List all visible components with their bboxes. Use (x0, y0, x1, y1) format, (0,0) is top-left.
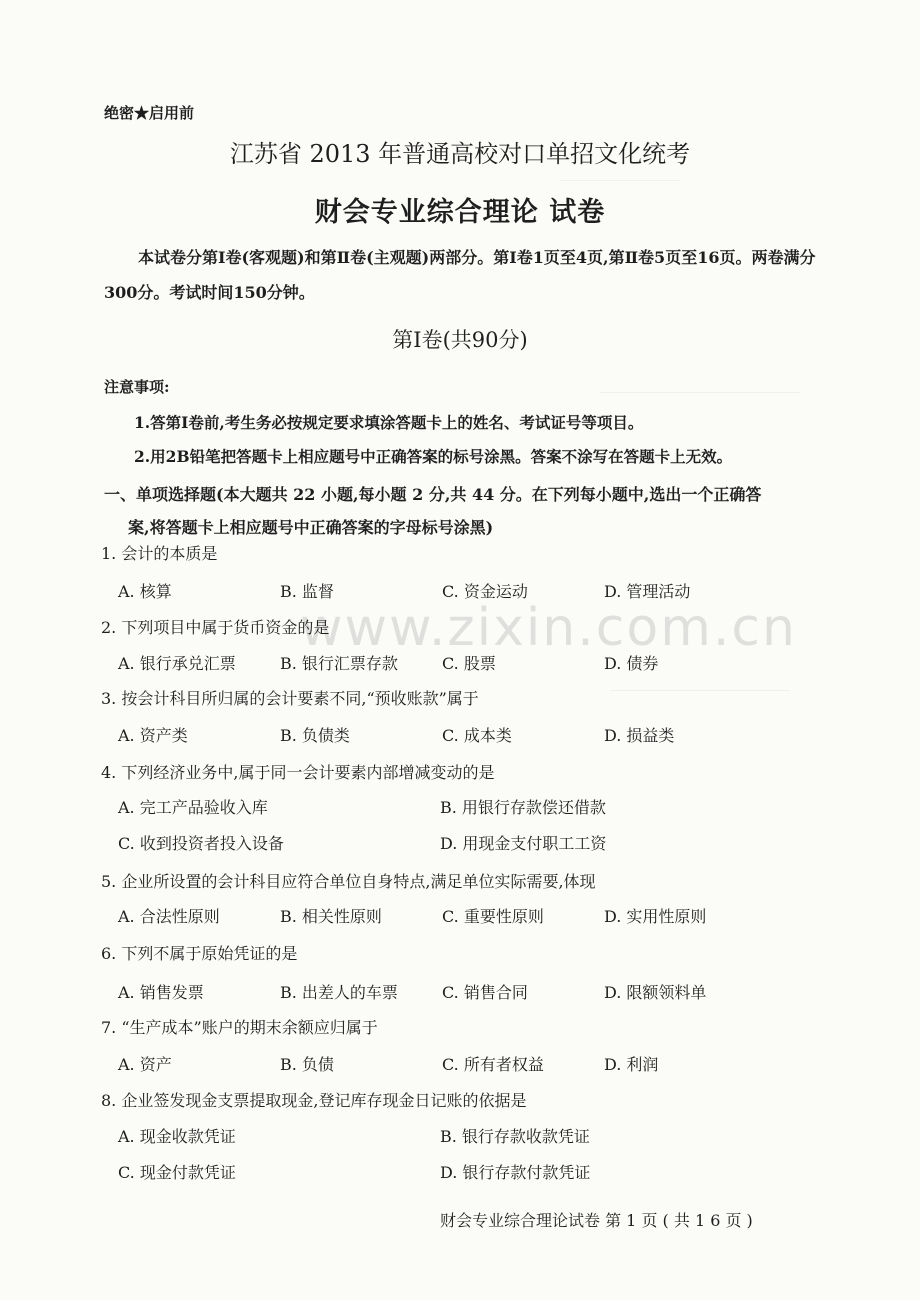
question-4-option-c: C. 收到投资者投入设备 (118, 834, 284, 853)
question-1-stem: 1. 会计的本质是 (101, 544, 218, 563)
section-heading-line-1: 一、单项选择题(本大题共 22 小题,每小题 2 分,共 44 分。在下列每小题中,选出一个正确答 (104, 485, 762, 504)
question-5-option-a: A. 合法性原则 (118, 907, 220, 926)
question-2-option-d: D. 债券 (604, 654, 659, 673)
question-4-option-b: B. 用银行存款偿还借款 (440, 798, 606, 817)
question-4-stem: 4. 下列经济业务中,属于同一会计要素内部增减变动的是 (101, 763, 495, 782)
question-2-option-c: C. 股票 (442, 654, 496, 673)
question-4-option-a: A. 完工产品验收入库 (118, 798, 268, 817)
question-6-option-b: B. 出差人的车票 (280, 983, 398, 1002)
question-8-option-b: B. 银行存款收款凭证 (440, 1127, 590, 1146)
question-3-stem: 3. 按会计科目所归属的会计要素不同,“预收账款”属于 (101, 689, 479, 708)
question-6-option-d: D. 限额领料单 (604, 983, 707, 1002)
question-3-option-a: A. 资产类 (118, 726, 188, 745)
paper-title: 财会专业综合理论 试卷 (314, 197, 606, 228)
page-footer: 财会专业综合理论试卷 第 1 页 ( 共 1 6 页 ) (440, 1211, 753, 1230)
exam-title: 江苏省 2013 年普通高校对口单招文化统考 (229, 140, 691, 168)
question-2-stem: 2. 下列项目中属于货币资金的是 (101, 618, 330, 637)
question-5-option-c: C. 重要性原则 (442, 907, 544, 926)
question-2-option-b: B. 银行汇票存款 (280, 654, 398, 673)
notice-heading: 注意事项: (104, 378, 170, 396)
question-3-option-b: B. 负债类 (280, 726, 350, 745)
notice-item-2: 2.用2B铅笔把答题卡上相应题号中正确答案的标号涂黑。答案不涂写在答题卡上无效。 (134, 447, 733, 466)
question-5-option-b: B. 相关性原则 (280, 907, 382, 926)
question-1-option-c: C. 资金运动 (442, 582, 528, 601)
question-1-option-d: D. 管理活动 (604, 582, 691, 601)
notice-item-1: 1.答第Ⅰ卷前,考生务必按规定要求填涂答题卡上的姓名、考试证号等项目。 (134, 413, 644, 432)
question-1-option-b: B. 监督 (280, 582, 334, 601)
question-6-option-c: C. 销售合同 (442, 983, 528, 1002)
section-heading-line-2: 案,将答题卡上相应题号中正确答案的字母标号涂黑) (128, 518, 494, 537)
question-6-option-a: A. 销售发票 (118, 983, 204, 1002)
question-7-option-c: C. 所有者权益 (442, 1055, 544, 1074)
question-3-option-c: C. 成本类 (442, 726, 512, 745)
question-7-option-a: A. 资产 (118, 1055, 172, 1074)
watermark-text: www.zixin.com.cn (300, 598, 797, 658)
question-7-option-b: B. 负债 (280, 1055, 334, 1074)
question-3-option-d: D. 损益类 (604, 726, 675, 745)
part-one-title: 第Ⅰ卷(共90分) (392, 328, 528, 352)
intro-paragraph: 本试卷分第Ⅰ卷(客观题)和第Ⅱ卷(主观题)两部分。第Ⅰ卷1页至4页,第Ⅱ卷5页至16页。两卷满分300分。考试时间150分钟。 (104, 248, 816, 302)
section-heading (104, 478, 824, 544)
question-5-option-d: D. 实用性原则 (604, 907, 707, 926)
confidential-label: 绝密★启用前 (104, 104, 195, 122)
question-2-option-a: A. 银行承兑汇票 (118, 654, 236, 673)
question-8-option-c: C. 现金付款凭证 (118, 1163, 236, 1182)
question-8-stem: 8. 企业签发现金支票提取现金,登记库存现金日记账的依据是 (101, 1091, 527, 1110)
question-1-option-a: A. 核算 (118, 582, 172, 601)
question-4-option-d: D. 用现金支付职工工资 (440, 834, 607, 853)
question-6-stem: 6. 下列不属于原始凭证的是 (101, 944, 298, 963)
question-7-stem: 7. “生产成本”账户的期末余额应归属于 (101, 1018, 378, 1037)
question-7-option-d: D. 利润 (604, 1055, 659, 1074)
question-8-option-a: A. 现金收款凭证 (118, 1127, 236, 1146)
question-5-stem: 5. 企业所设置的会计科目应符合单位自身特点,满足单位实际需要,体现 (101, 872, 596, 891)
question-8-option-d: D. 银行存款付款凭证 (440, 1163, 591, 1182)
